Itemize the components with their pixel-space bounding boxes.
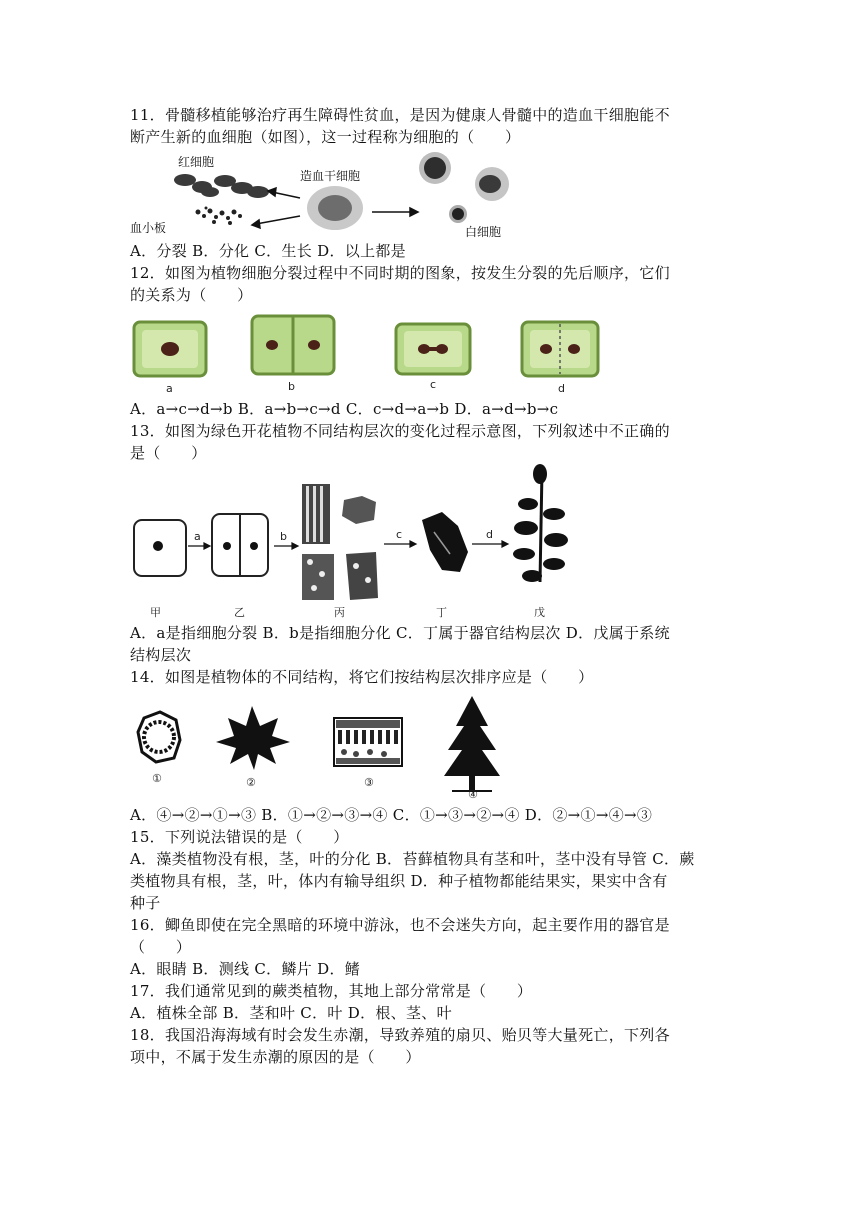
label-wu: 戊 xyxy=(534,606,545,619)
platelets-image xyxy=(196,207,243,226)
cells-yi-image xyxy=(212,514,268,576)
q11-stem-line1: 11．骨髓移植能够治疗再生障碍性贫血，是因为健康人骨髓中的造血干细胞能不 xyxy=(130,106,670,124)
q12-stem-line2: 的关系为（ ） xyxy=(130,286,253,304)
q15-stem: 15．下列说法错误的是（ ） xyxy=(130,828,349,846)
arrow-c-label: c xyxy=(396,528,403,541)
q13-stem-line2: 是（ ） xyxy=(130,444,207,462)
q15-options-line1: A．藻类植物没有根，茎，叶的分化 B．苔藓植物具有茎和叶，茎中没有导管 C．蕨 xyxy=(130,850,695,868)
stem-cross-section-image xyxy=(138,712,180,762)
q11-options: A．分裂 B．分化 C．生长 D．以上都是 xyxy=(130,242,406,260)
stem-cell-label: 造血干细胞 xyxy=(300,169,361,183)
arrow-b-label: b xyxy=(280,530,287,543)
q14-plant-structures-figure xyxy=(130,690,510,800)
label-ding: 丁 xyxy=(436,606,447,619)
q14-options: A．④→②→①→③ B．①→②→③→④ C．①→③→②→④ D．②→①→④→③ xyxy=(130,806,653,824)
white-blood-cell-label: 白细胞 xyxy=(465,225,502,239)
q17-stem: 17．我们通常见到的蕨类植物，其地上部分常常是（ ） xyxy=(130,982,533,1000)
cell-d-label: d xyxy=(558,382,565,395)
label-3: ③ xyxy=(364,776,374,789)
q12-stem-line1: 12．如图为植物细胞分裂过程中不同时期的图象，按发生分裂的先后顺序，它们 xyxy=(130,264,670,282)
q12-options: A．a→c→d→b B．a→b→c→d C．c→d→a→b D．a→d→b→c xyxy=(130,400,559,418)
q13-stem-line1: 13．如图为绿色开花植物不同结构层次的变化过程示意图，下列叙述中不正确的 xyxy=(130,422,670,440)
red-blood-cells-image xyxy=(174,174,269,198)
q11-stem-line2: 断产生新的血细胞（如图），这一过程称为细胞的（ ） xyxy=(130,128,521,146)
q18-stem-line2: 项中，不属于发生赤潮的原因的是（ ） xyxy=(130,1048,421,1066)
q14-stem: 14．如图是植物体的不同结构，将它们按结构层次排序应是（ ） xyxy=(130,668,594,686)
arrow-a-label: a xyxy=(194,530,201,543)
tree-image xyxy=(444,696,500,792)
q13-options-line2: 结构层次 xyxy=(130,646,192,664)
label-yi: 乙 xyxy=(234,606,245,619)
q15-options-line2: 类植物具有根，茎，叶，体内有输导组织 D．种子植物都能结果实，果实中含有 xyxy=(130,872,668,890)
q12-cell-division-figure xyxy=(130,312,620,400)
q16-stem-line2: （ ） xyxy=(130,938,192,956)
label-2: ② xyxy=(246,776,256,789)
leaf-ding-image xyxy=(422,512,468,572)
cell-c-label: c xyxy=(430,378,437,391)
platelet-label: 血小板 xyxy=(130,221,167,235)
q15-options-line3: 种子 xyxy=(130,894,161,912)
q16-options: A．眼睛 B．测线 C．鳞片 D．鳍 xyxy=(130,960,361,978)
q11-blood-cell-figure xyxy=(130,150,530,242)
q16-stem-line1: 16．鲫鱼即使在完全黑暗的环境中游泳，也不会迷失方向，起主要作用的器官是 xyxy=(130,916,670,934)
leaf-image xyxy=(216,706,290,770)
cell-b-image xyxy=(252,316,334,374)
cell-a-image xyxy=(134,322,206,376)
leaf-tissue-section-image xyxy=(334,718,402,766)
cell-jia-image xyxy=(134,520,186,576)
cell-b-label: b xyxy=(288,380,295,393)
white-blood-cells-image xyxy=(419,152,509,223)
cell-c-image xyxy=(396,324,470,374)
red-blood-cell-label: 红细胞 xyxy=(178,155,215,169)
stem-cell-image xyxy=(307,186,363,230)
q13-structure-levels-figure xyxy=(130,462,590,622)
cell-d-image xyxy=(522,322,598,376)
q13-options-line1: A．a是指细胞分裂 B．b是指细胞分化 C．丁属于器官结构层次 D．戊属于系统 xyxy=(130,624,670,642)
arrow-d-label: d xyxy=(486,528,493,541)
label-jia: 甲 xyxy=(150,606,161,619)
cell-a-label: a xyxy=(166,382,173,395)
label-bing: 丙 xyxy=(334,606,345,619)
label-4: ④ xyxy=(468,788,478,800)
label-1: ① xyxy=(152,772,162,785)
q18-stem-line1: 18．我国沿海海域有时会发生赤潮，导致养殖的扇贝、贻贝等大量死亡，下列各 xyxy=(130,1026,670,1044)
q17-options: A．植株全部 B．茎和叶 C．叶 D．根、茎、叶 xyxy=(130,1004,452,1022)
tissues-bing-image xyxy=(302,484,378,600)
plant-wu-image xyxy=(513,464,568,582)
